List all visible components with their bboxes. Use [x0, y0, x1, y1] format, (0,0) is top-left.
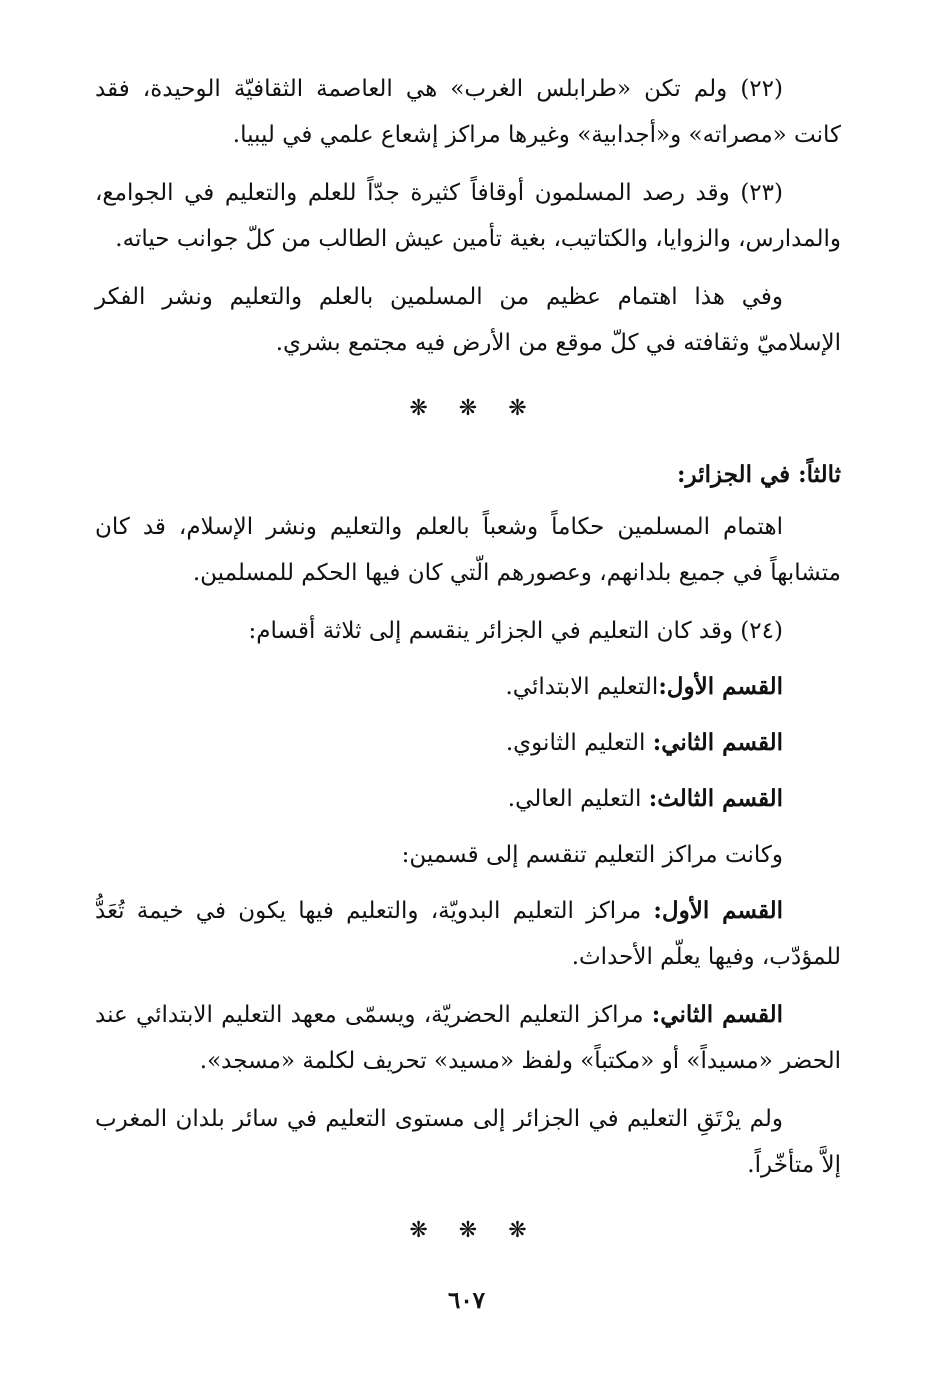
section-text: التعليم الابتدائي.: [505, 674, 659, 700]
paragraph-24: (٢٤) وقد كان التعليم في الجزائر ينقسم إلى ثلاثة أقسام:: [248, 618, 783, 644]
center-first-text: مراكز التعليم البدويّة، والتعليم فيها يكون في خيمة تُعَدُّ للمؤدّب، وفيها يعلّم الأحداث.: [95, 898, 841, 970]
section-divider-stars-bottom: ❋ ❋ ❋: [409, 1218, 527, 1243]
paragraph-late: ولم يرْتَقِ التعليم في الجزائر إلى مستوى التعليم في سائر بلدان المغرب إلاَّ متأخّراً.: [95, 1106, 841, 1178]
center-first-label: القسم الأول:: [653, 897, 784, 924]
section-text: التعليم العالي.: [507, 786, 649, 812]
paragraph-22: (٢٢) ولم تكن «طرابلس الغرب» هي العاصمة الثقافيّة الوحيدة، فقد كانت «مصراته» و«أجدابية» وغيرها مراكز إشعاع علمي في ليبيا.: [95, 76, 841, 148]
section-text: التعليم الثانوي.: [505, 730, 653, 756]
page-body: [95, 66, 841, 1274]
paragraph-algeria: اهتمام المسلمين حكاماً وشعباً بالعلم والتعليم ونشر الإسلام، قد كان متشابهاً في جميع بلدانهم، وعصورهم الّتي كان فيها الحكم للمسلمين.: [95, 514, 841, 586]
paragraph-23: (٢٣) وقد رصد المسلمون أوقافاً كثيرة جدّاً للعلم والتعليم في الجوامع، والمدارس، والزوايا، والكتاتيب، بغية تأمين عيش الطالب من كلّ جوانب حياته.: [95, 180, 841, 252]
section-divider-stars: ❋ ❋ ❋: [409, 396, 527, 421]
paragraph-center-first: [95, 888, 841, 980]
section-label: القسم الأول:: [658, 673, 783, 700]
center-second-label: القسم الثاني:: [651, 1001, 783, 1028]
section-heading-algeria: ثالثاً: في الجزائر:: [677, 461, 841, 488]
section-label: القسم الثاني:: [652, 729, 783, 756]
paragraph-interest: وفي هذا اهتمام عظيم من المسلمين بالعلم والتعليم ونشر الفكر الإسلاميّ وثقافته في كلّ موقع من الأرض فيه مجتمع بشري.: [95, 284, 841, 356]
section-item-third: [95, 776, 841, 822]
center-second-text: مراكز التعليم الحضريّة، ويسمّى معهد التعليم الابتدائي عند الحضر «مسيداً» أو «مكتباً» ولفظ «مسيد» تحريف لكلمة «مسجد».: [95, 1002, 841, 1074]
section-item-first: [95, 664, 841, 710]
section-item-second: [95, 720, 841, 766]
section-label: القسم الثالث:: [648, 785, 783, 812]
paragraph-center-second: [95, 992, 841, 1084]
page-number: ٦٠٧: [447, 1287, 486, 1314]
paragraph-centers: وكانت مراكز التعليم تنقسم إلى قسمين:: [401, 842, 783, 868]
